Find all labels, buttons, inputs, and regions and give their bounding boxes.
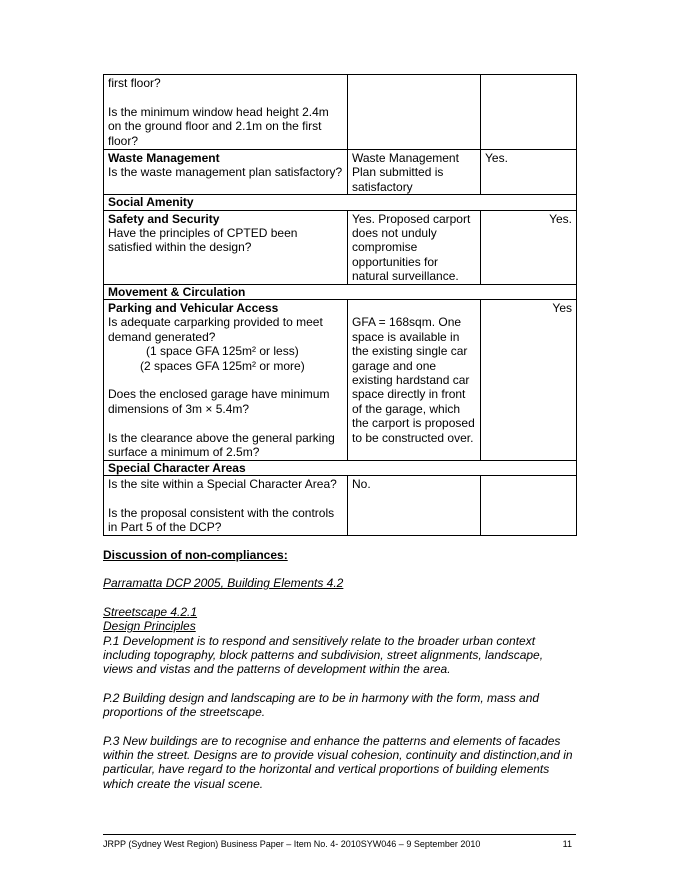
question-text: first floor?: [108, 76, 161, 90]
table-cell-question: [104, 150, 348, 195]
page-number: 11: [562, 839, 572, 849]
dcp-reference: Parramatta DCP 2005, Building Elements 4.2: [103, 576, 344, 591]
principle-p2: P.2 Building design and landscaping are to be in harmony with the form, mass and proportions of the streetscape.: [103, 690, 540, 720]
table-cell-answer: No.: [348, 475, 481, 535]
question-text: (2 spaces GFA 125m² or more): [140, 358, 305, 373]
section-row: [104, 195, 577, 210]
row-title: Safety and Security: [108, 211, 220, 226]
subheading-design-principles: Design Principles: [103, 619, 196, 634]
table-row: [104, 300, 577, 460]
page-footer: [103, 834, 576, 850]
table-cell-comply: Yes.: [481, 210, 577, 284]
question-text: (1 space GFA 125m² or less): [146, 344, 299, 359]
table-cell-answer: [348, 300, 481, 460]
section-heading: Special Character Areas: [104, 460, 577, 475]
table-cell-question: [104, 475, 348, 535]
table-cell-question: [104, 300, 348, 460]
table-row: [104, 210, 577, 284]
principle-p1: P.1 Development is to respond and sensitively relate to the broader urban context including topography, block patterns and subdivision, street alignments, landscape, views and vistas and the patterns of development within the area.: [103, 633, 544, 677]
table-cell-answer: [348, 75, 481, 150]
question-text: Is adequate carparking provided to meet demand generated?: [108, 315, 323, 344]
table-cell-question: [104, 75, 348, 150]
section-heading: Movement & Circulation: [104, 284, 577, 299]
table-row: [104, 75, 577, 150]
table-cell-comply: Yes.: [481, 150, 577, 195]
table-cell-answer: Waste Management Plan submitted is satisfactory: [348, 150, 481, 195]
section-row: [104, 284, 577, 299]
table-row: [104, 150, 577, 195]
row-title: Parking and Vehicular Access: [108, 301, 279, 316]
table-cell-comply: Yes: [481, 300, 577, 460]
footer-text: JRPP (Sydney West Region) Business Paper – Item No. 4- 2010SYW046 – 9 September 2010: [103, 839, 481, 849]
section-row: [104, 460, 577, 475]
assessment-table: [103, 74, 577, 536]
question-text: Have the principles of CPTED been satisfied within the design?: [108, 226, 298, 255]
subheading-streetscape: Streetscape 4.2.1: [103, 604, 198, 619]
question-text: Is the proposal consistent with the controls in Part 5 of the DCP?: [108, 505, 335, 535]
section-heading: Social Amenity: [104, 195, 577, 210]
question-text: Is the site within a Special Character Area?: [108, 476, 337, 491]
question-text: Is the minimum window head height 2.4m on the ground floor and 2.1m on the first floor?: [108, 104, 329, 148]
table-cell-comply: [481, 75, 577, 150]
principle-p3: P.3 New buildings are to recognise and enhance the patterns and elements of facades within the street. Designs are to provide visual cohesion, continuity and distinction,and in particular, have regard to the horizontal and vertical proportions of building elements which create the visual scene.: [103, 733, 573, 791]
table-cell-comply: [481, 475, 577, 535]
discussion-section: [103, 548, 573, 791]
row-title: Waste Management: [108, 151, 220, 165]
question-text: Is the waste management plan satisfactory?: [108, 165, 343, 180]
table-cell-question: [104, 210, 348, 284]
answer-text: GFA = 168sqm. One space is available in the existing single car garage and one existing hardstand car space directly in front of the garage, which the carport is proposed to be constructed over.: [352, 315, 475, 445]
question-text: Does the enclosed garage have minimum dimensions of 3m × 5.4m?: [108, 387, 330, 416]
table-row: [104, 475, 577, 535]
table-cell-answer: Yes. Proposed carport does not unduly compromise opportunities for natural surveillance.: [348, 210, 481, 284]
question-text: Is the clearance above the general parking surface a minimum of 2.5m?: [108, 430, 335, 460]
discussion-heading: Discussion of non-compliances:: [103, 548, 288, 562]
